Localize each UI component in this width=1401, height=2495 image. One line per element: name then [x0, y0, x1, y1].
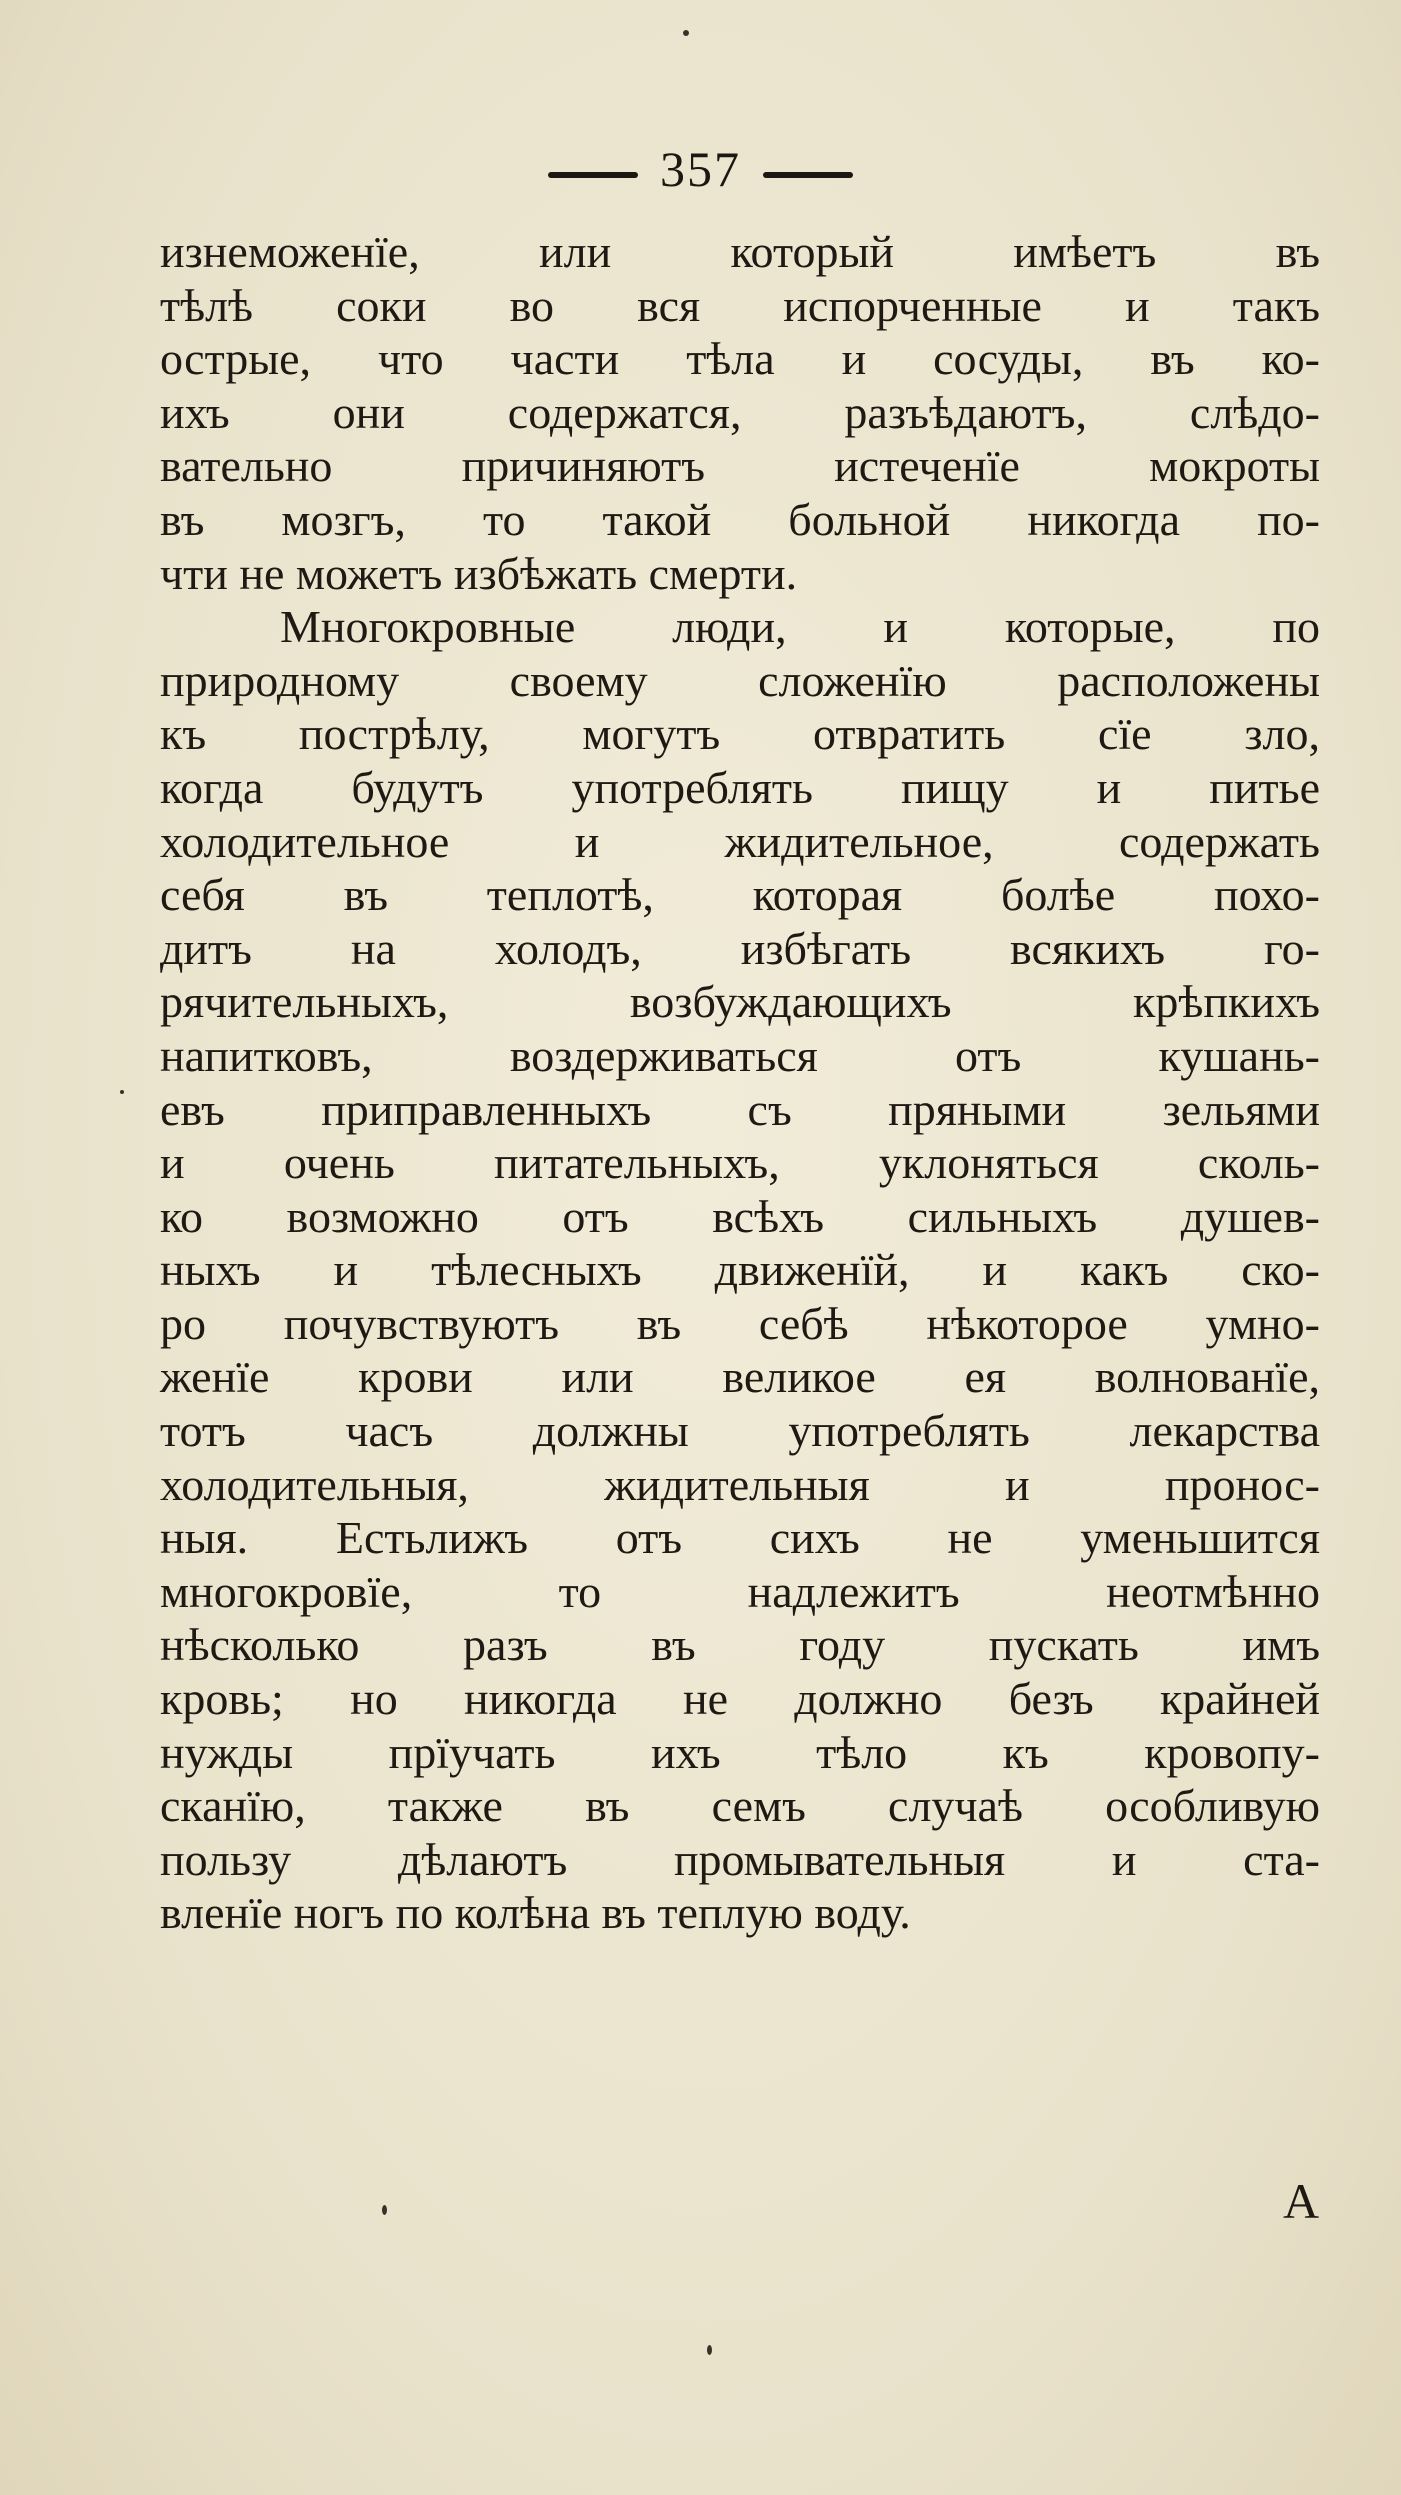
text-line: кровь; но никогда не должно безъ крайней [160, 1673, 1320, 1725]
text-line: нѣсколько разъ въ году пускать имъ [160, 1619, 1320, 1671]
text-line: природному своему сложенїю расположены [160, 654, 1320, 706]
text-line: острые, что части тѣла и сосуды, въ ко- [160, 333, 1320, 385]
header-dash-right [763, 172, 853, 178]
text-line: напитковъ, воздерживаться отъ кушань- [160, 1029, 1320, 1081]
paper-speck [382, 2205, 387, 2215]
text-line: тѣлѣ соки во вся испорченные и такъ [160, 279, 1320, 331]
text-line: нужды прїучать ихъ тѣло къ кровопу- [160, 1726, 1320, 1778]
text-line: рячительныхъ, возбуждающихъ крѣпкихъ [160, 976, 1320, 1028]
text-line: евъ приправленныхъ съ пряными зельями [160, 1083, 1320, 1135]
text-line: себя въ теплотѣ, которая болѣе похо- [160, 869, 1320, 921]
catchword: А [1283, 2173, 1320, 2229]
page-number: 357 [660, 141, 741, 197]
text-line: ихъ они содержатся, разъѣдаютъ, слѣдо- [160, 386, 1320, 438]
text-line: сканїю, также въ семъ случаѣ особливую [160, 1780, 1320, 1832]
text-line: вленїе ногъ по колѣна въ теплую воду. [160, 1887, 911, 1939]
text-line: ныхъ и тѣлесныхъ движенїй, и какъ ско- [160, 1244, 1320, 1296]
text-line: ко возможно отъ всѣхъ сильныхъ душев- [160, 1190, 1320, 1242]
text-line: въ мозгъ, то такой больной никогда по- [160, 493, 1320, 545]
text-line: холодительное и жидительное, содержать [160, 815, 1320, 867]
header-dash-left [548, 172, 638, 178]
text-line: къ пострѣлу, могутъ отвратить сїе зло, [160, 708, 1320, 760]
text-line: изнеможенїе, или который имѣетъ въ [160, 226, 1320, 277]
text-line: многокровїе, то надлежитъ неотмѣнно [160, 1565, 1320, 1617]
body-text [160, 225, 1320, 1940]
paper-speck [120, 1090, 124, 1094]
text-line: чти не можетъ избѣжать смерти. [160, 547, 798, 599]
text-line: вательно причиняютъ истеченїе мокроты [160, 440, 1320, 492]
text-line: женїе крови или великое ея волнованїе, [160, 1351, 1320, 1403]
text-line: ро почувствуютъ въ себѣ нѣкоторое умно- [160, 1297, 1320, 1349]
text-line: холодительныя, жидительныя и пронос- [160, 1458, 1320, 1510]
paper-speck [683, 30, 689, 36]
text-line: дитъ на холодъ, избѣгать всякихъ го- [160, 922, 1320, 974]
text-line: и очень питательныхъ, уклоняться сколь- [160, 1137, 1320, 1189]
text-line: Многокровные люди, и которые, по [280, 601, 1320, 653]
text-line: ныя. Естьлижъ отъ сихъ не уменьшится [160, 1512, 1320, 1564]
text-line: тотъ часъ должны употреблять лекарства [160, 1405, 1320, 1457]
page-header [0, 140, 1401, 198]
text-line: когда будутъ употреблять пищу и питье [160, 761, 1320, 813]
paper-speck [707, 2345, 712, 2355]
text-line: пользу дѣлаютъ промывательныя и ста- [160, 1833, 1320, 1885]
